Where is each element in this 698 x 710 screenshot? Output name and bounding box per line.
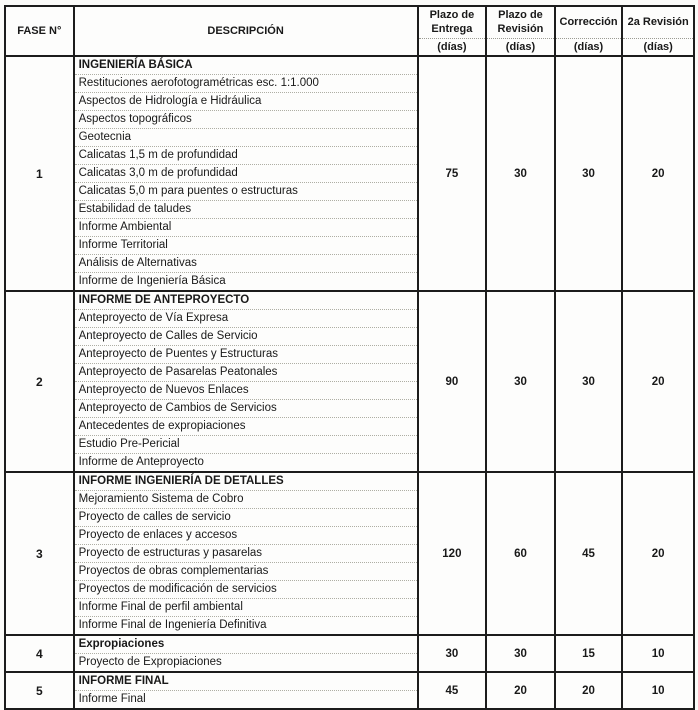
description-item: Informe de Ingeniería Básica [78, 275, 226, 287]
value-cell: 60 [486, 472, 555, 635]
header-correccion [555, 6, 623, 56]
phase-row [5, 472, 694, 635]
description-item: Proyecto de enlaces y accesos [75, 527, 417, 545]
phase-title: INFORME INGENIERÍA DE DETALLES [75, 473, 417, 491]
header-plazo-revision [486, 6, 555, 56]
header-col-unit: (días) [573, 41, 604, 53]
phase-number: 5 [5, 672, 74, 709]
description-item: Aspectos de Hidrología e Hidráulica [75, 93, 417, 111]
value-cell: 30 [555, 291, 623, 472]
header-col-unit: (días) [437, 41, 467, 53]
value-cell: 20 [622, 56, 694, 291]
value-cell: 45 [418, 672, 487, 709]
header-col-unit: (días) [505, 41, 536, 53]
description-item: Anteproyecto de Nuevos Enlaces [75, 382, 417, 400]
phase-row [5, 56, 694, 291]
description-item: Geotecnia [75, 129, 417, 147]
description-item: Restituciones aerofotogramétricas esc. 1:1.000 [75, 75, 417, 93]
header-descripcion: DESCRIPCIÓN [74, 6, 418, 56]
phase-description-cell [74, 472, 418, 635]
value-cell: 75 [418, 56, 487, 291]
description-item: Anteproyecto de Cambios de Servicios [75, 400, 417, 418]
description-item: Aspectos topográficos [75, 111, 417, 129]
value-cell: 20 [555, 672, 623, 709]
description-item: Informe Final [78, 693, 146, 705]
value-cell: 90 [418, 291, 487, 472]
value-cell: 30 [555, 56, 623, 291]
header-row [5, 6, 694, 56]
description-item: Análisis de Alternativas [75, 255, 417, 273]
value-cell: 30 [486, 635, 555, 672]
schedule-table [4, 5, 695, 710]
description-item: Antecedentes de expropiaciones [75, 418, 417, 436]
phase-title: INFORME DE ANTEPROYECTO [75, 292, 417, 310]
value-cell: 120 [418, 472, 487, 635]
header-col-title: 2a Revisión [623, 7, 693, 39]
description-item: Anteproyecto de Vía Expresa [75, 310, 417, 328]
phase-description-cell [74, 291, 418, 472]
description-item: Anteproyecto de Pasarelas Peatonales [75, 364, 417, 382]
header-col-title: Plazo de Revisión [487, 7, 554, 39]
value-cell: 45 [555, 472, 623, 635]
description-item: Informe Final de perfil ambiental [75, 599, 417, 617]
description-item: Mejoramiento Sistema de Cobro [75, 491, 417, 509]
value-cell: 20 [622, 472, 694, 635]
description-item: Calicatas 5,0 m para puentes o estructuras [75, 183, 417, 201]
value-cell: 30 [418, 635, 487, 672]
value-cell: 15 [555, 635, 623, 672]
description-item: Informe Final de Ingeniería Definitiva [78, 619, 267, 631]
header-col-title: Plazo de Entrega [419, 7, 486, 39]
phase-title: INGENIERÍA BÁSICA [75, 57, 417, 75]
value-cell: 30 [486, 291, 555, 472]
value-cell: 20 [486, 672, 555, 709]
header-fase: FASE N° [5, 6, 74, 56]
phase-row [5, 672, 694, 709]
description-item: Proyectos de obras complementarias [75, 563, 417, 581]
header-2a-revision [622, 6, 694, 56]
phase-row [5, 635, 694, 672]
header-col-unit: (días) [643, 41, 673, 53]
phase-row [5, 291, 694, 472]
value-cell: 10 [622, 672, 694, 709]
phase-description-cell [74, 672, 418, 709]
phase-number: 3 [5, 472, 74, 635]
value-cell: 30 [486, 56, 555, 291]
description-item: Proyecto de calles de servicio [75, 509, 417, 527]
phase-title: Expropiaciones [75, 636, 417, 654]
description-item: Informe Ambiental [75, 219, 417, 237]
description-item: Calicatas 3,0 m de profundidad [75, 165, 417, 183]
header-col-title: Corrección [556, 7, 622, 39]
phase-number: 4 [5, 635, 74, 672]
description-item: Anteproyecto de Calles de Servicio [75, 328, 417, 346]
description-item: Proyecto de estructuras y pasarelas [75, 545, 417, 563]
description-item: Proyecto de Expropiaciones [78, 656, 222, 668]
description-item: Calicatas 1,5 m de profundidad [75, 147, 417, 165]
description-item: Anteproyecto de Puentes y Estructuras [75, 346, 417, 364]
header-plazo-entrega [418, 6, 487, 56]
phase-description-cell [74, 56, 418, 291]
description-item: Proyectos de modificación de servicios [75, 581, 417, 599]
phase-title: INFORME FINAL [75, 673, 417, 691]
description-item: Informe de Anteproyecto [78, 456, 204, 468]
value-cell: 20 [622, 291, 694, 472]
description-item: Informe Territorial [75, 237, 417, 255]
value-cell: 10 [622, 635, 694, 672]
phase-description-cell [74, 635, 418, 672]
phase-number: 1 [5, 56, 74, 291]
phase-number: 2 [5, 291, 74, 472]
description-item: Estabilidad de taludes [75, 201, 417, 219]
description-item: Estudio Pre-Pericial [75, 436, 417, 454]
